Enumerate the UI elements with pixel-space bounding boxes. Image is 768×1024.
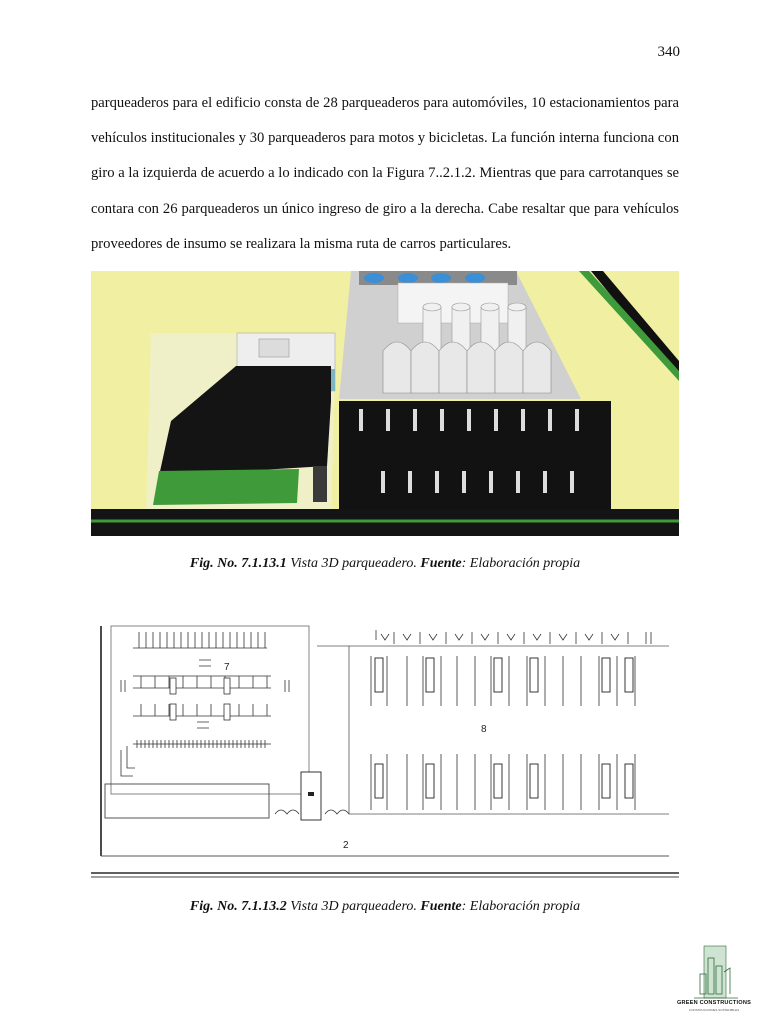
- figure-2-caption: [91, 899, 679, 915]
- figure-2-caption-text: Vista 3D parqueadero.: [286, 899, 421, 914]
- body-paragraph: parqueaderos para el edificio consta de 28 parqueaderos para automóviles, 10 estacionamientos para vehículos institucionales y 30 parqueaderos para motos y bicicletas. La función interna funciona con giro a la izquierda de acuerdo a lo indicado con la Figura 7..2.1.2. Mientras que para carrotanques se contara con 26 parqueaderos un único ingreso de giro a la derecha. Cabe resaltar que para vehículos proveedores de insumo se realizara la misma ruta de carros particulares.: [91, 95, 679, 252]
- figure-1-caption-text: Vista 3D parqueadero.: [286, 556, 421, 571]
- page-number: 340: [657, 44, 680, 60]
- figure-parking-plan: [91, 618, 679, 880]
- figure-2-source-label: Fuente: [420, 899, 462, 914]
- zone-label-7: 7: [224, 662, 230, 673]
- building-icon: [674, 944, 754, 1000]
- figure-1-caption-label: Fig. No. 7.1.13.1: [189, 556, 287, 571]
- zone-label-8: 8: [481, 724, 487, 735]
- figure-2-caption-label: Fig. No. 7.1.13.2: [189, 899, 287, 914]
- zone-label-2: 2: [343, 840, 349, 851]
- figure-2-source-text: : Elaboración propia: [461, 899, 581, 914]
- figure-1-source-label: Fuente: [420, 556, 462, 571]
- logo-subtitle: CONSTRUCCIONES SOSTENIBLES: [688, 1008, 740, 1012]
- figure-1-source-text: : Elaboración propia: [461, 556, 581, 571]
- figure-3d-parking-view: [91, 271, 679, 536]
- green-constructions-logo: [674, 944, 754, 1020]
- logo-title: GREEN CONSTRUCTIONS: [676, 1000, 752, 1006]
- figure-1-caption: [91, 556, 679, 572]
